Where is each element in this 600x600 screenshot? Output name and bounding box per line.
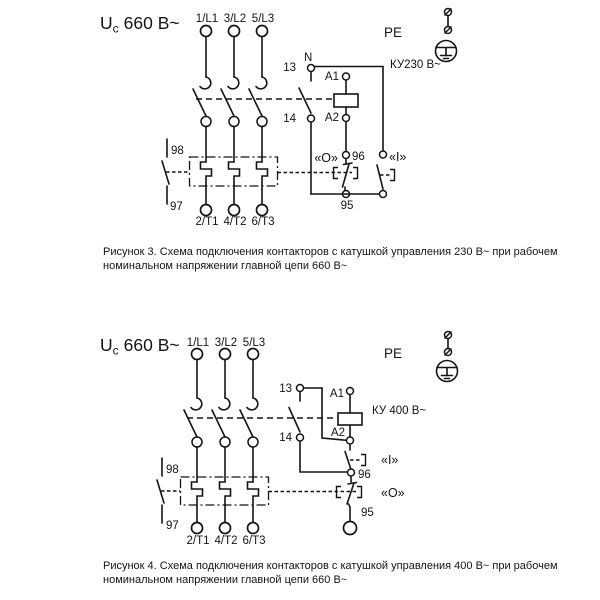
fig3-start-button-label: «I» [389, 150, 407, 164]
svg-text:98: 98 [166, 464, 179, 476]
fig3-pe-assembly [384, 9, 457, 62]
fig4-terminal-label-6T3: 6/T3 [242, 535, 266, 547]
fig3-label-95: 95 [340, 200, 354, 212]
fig4-label-13: 13 [279, 383, 292, 395]
fig4-stop-button-label: «О» [381, 486, 405, 500]
fig4-pe-assembly [384, 332, 458, 382]
fig4-label-96: 96 [358, 469, 371, 481]
fig4-control-bottom-terminal [344, 522, 357, 535]
fig3-pe-terminal-icon [445, 9, 452, 34]
fig4-terminal-label-5L3: 5/L3 [242, 337, 266, 349]
fig3-terminal-label-5L3: 5/L3 [251, 13, 275, 25]
figure4-diagram [100, 332, 558, 587]
fig3-label-14: 14 [283, 113, 296, 125]
fig4-thermal-no-contact [157, 458, 180, 532]
fig3-terminal-label-4T2: 4/T2 [223, 216, 247, 228]
fig3-coil-voltage-label: КУ230 В~ [390, 59, 441, 71]
fig4-main-pole-L2 [212, 349, 231, 534]
fig3-main-pole-L2 [221, 26, 240, 216]
fig3-caption-line2: номинальном напряжении главной цепи 660 В~ [103, 260, 348, 272]
fig4-earth-ground-icon [437, 361, 458, 382]
figure3-diagram [100, 9, 558, 273]
fig3-terminal-label-1L1: 1/L1 [195, 13, 219, 25]
fig3-terminal-label-3L2: 3/L2 [223, 13, 247, 25]
fig3-label-96: 96 [352, 151, 365, 163]
fig4-main-pole-L1 [184, 349, 203, 534]
fig4-terminal-label-4T2: 4/T2 [214, 535, 238, 547]
fig3-voltage-title: $U_c$ 660 В~ [100, 13, 180, 36]
fig4-pe-label: PE [384, 346, 403, 361]
fig4-terminal-label-1L1: 1/L1 [186, 337, 210, 349]
fig3-control-circuit [278, 52, 407, 212]
fig4-label-A1: A1 [329, 388, 344, 400]
fig3-caption-line1: Рисунок 3. Схема подключения контакторов с катушкой управления 230 В~ при рабочем [103, 246, 558, 258]
fig3-pe-label: PE [384, 25, 403, 40]
fig4-start-button-symbol [345, 444, 366, 470]
fig4-voltage-title: $U_c$ 660 В~ [100, 335, 180, 358]
fig4-14-to-96-wire [300, 441, 347, 472]
fig3-start-button-symbol [377, 165, 395, 189]
fig3-main-pole-L1 [193, 26, 212, 216]
fig4-control-circuit [269, 383, 427, 535]
fig4-stop-button-symbol [269, 476, 362, 521]
fig4-coil-voltage-label: КУ 400 В~ [372, 405, 427, 417]
fig3-terminal-label-2T1: 2/T1 [195, 216, 219, 228]
fig4-start-button-label: «I» [381, 453, 399, 467]
fig4-terminal-label-3L2: 3/L2 [214, 337, 238, 349]
fig3-thermal-no-contact [162, 139, 189, 213]
fig3-label-13: 13 [283, 62, 296, 74]
svg-text:97: 97 [170, 201, 183, 213]
fig4-pe-terminal-icon [445, 332, 452, 356]
fig3-terminal-label-6T3: 6/T3 [251, 216, 275, 228]
fig3-coil-symbol [334, 94, 358, 107]
fig4-coil-symbol [338, 413, 362, 425]
fig4-caption-line2: номинальном напряжении главной цепи 660 В~ [103, 574, 348, 586]
svg-text:98: 98 [171, 145, 184, 157]
svg-text:97: 97 [166, 520, 179, 532]
fig3-stop-button-label: «О» [314, 151, 338, 165]
fig4-main-pole-L3 [240, 349, 259, 534]
fig4-label-95: 95 [361, 507, 374, 519]
fig3-label-N: N [304, 52, 313, 64]
fig3-main-pole-L3 [249, 26, 268, 216]
fig3-label-A1: A1 [324, 71, 339, 83]
fig3-label-A2: A2 [324, 112, 339, 124]
fig4-terminal-label-2T1: 2/T1 [186, 535, 210, 547]
fig4-caption-line1: Рисунок 4. Схема подключения контакторов с катушкой управления 400 В~ при рабочем [103, 560, 558, 572]
fig4-label-14: 14 [279, 432, 292, 444]
fig4-label-A2: A2 [330, 427, 345, 439]
